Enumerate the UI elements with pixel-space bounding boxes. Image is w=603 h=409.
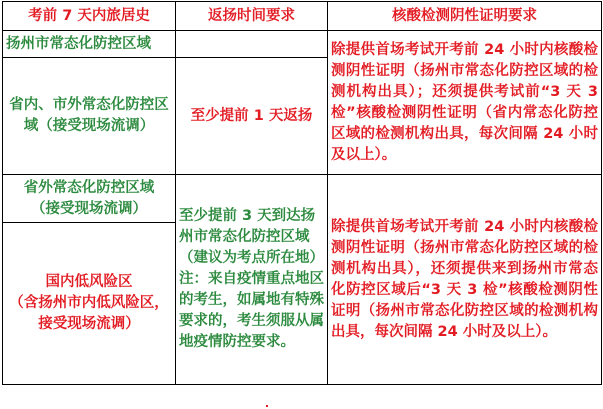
return-time-3-days-sub: （建议为考点所在地） [179, 250, 324, 266]
table-row [3, 175, 602, 223]
stray-dot [266, 405, 268, 407]
header-test-requirement: 核酸检测阴性证明要求 [328, 2, 602, 31]
region-out-province [3, 175, 176, 223]
region-yangzhou: 扬州市常态化防控区域 [3, 31, 176, 58]
region-low-risk [3, 223, 176, 385]
requirement-in-province: 除提供首场考试开考前 24 小时内核酸检测阴性证明（扬州市常态化防控区域的检测机构出具）；还须提供考试前“3 天 3 检”核酸检测阴性证明（省内常态化防控区域的检测机构出具，每次间隔 24 小时及以上）。 [328, 31, 602, 175]
region-out-province-sub: （接受现场流调） [31, 200, 147, 217]
return-time-note: 注：来自疫情重点地区的考生，如属地有特殊要求的，考生须服从属地疫情防控要求。 [179, 271, 324, 350]
return-time-1-day: 至少提前 1 天返扬 [176, 58, 328, 175]
header-return-time: 返扬时间要求 [176, 2, 328, 31]
region-low-risk-sub: （含扬州市内低风险区，接受现场流调） [9, 295, 169, 332]
table-header-row [3, 2, 602, 31]
return-time-empty [176, 31, 328, 58]
requirement-outside: 除提供首场考试开考前 24 小时内核酸检测阴性证明（扬州市常态化防控区域的检测机构出具），还须提供来到扬州市常态化防控区域后“3 天 3 检”核酸检测阴性证明（扬州市常态化防控区域的检测机构出具，每次间隔 24 小时及以上）。 [328, 175, 602, 385]
region-in-province: 省内、市外常态化防控区域（接受现场流调） [3, 58, 176, 175]
policy-table [2, 1, 602, 385]
region-out-province-main: 省外常态化防控区域 [23, 179, 155, 196]
header-travel-history: 考前 7 天内旅居史 [3, 2, 176, 31]
table-row [3, 31, 602, 58]
return-time-3-days [176, 175, 328, 385]
return-time-3-days-main: 至少提前 3 天到达扬州市常态化防控区域 [179, 208, 316, 245]
region-low-risk-main: 国内低风险区 [45, 274, 133, 290]
